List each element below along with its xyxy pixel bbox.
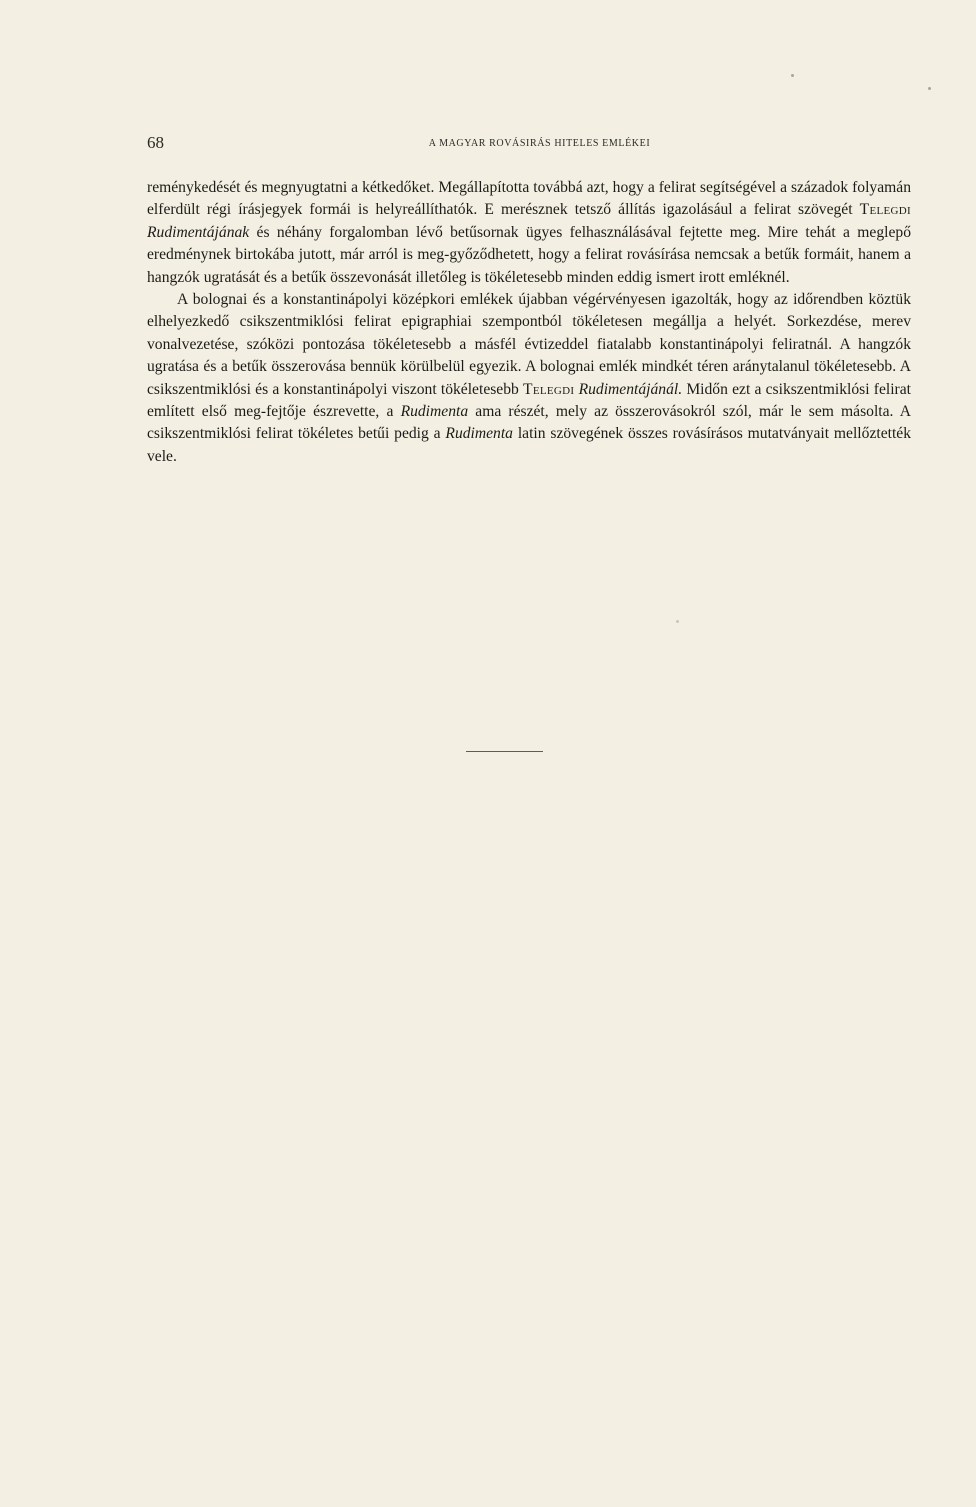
- work-title: Rudimenta: [445, 425, 513, 443]
- text-run: reménykedését és megnyugtatni a kétkedőket. Megállapította továbbá azt, hogy a felirat segítségével a századok folyamán elferdült régi írásjegyek formái is helyreállíthatók. E merésznek tetsző állítás igazolásául a felirat szövegét: [147, 179, 911, 219]
- work-title: Rudimentájának: [147, 223, 250, 241]
- running-title: A MAGYAR ROVÁSIRÁS HITELES EMLÉKEI: [428, 138, 651, 149]
- running-head: [147, 133, 912, 153]
- work-title: Rudimenta: [400, 403, 469, 421]
- text-run: ama részét, mely az összerovásokról szól, már le sem másolta. A csikszentmiklósi felirat tökéletes betűi pedig a: [147, 403, 911, 443]
- paragraph-1: [147, 177, 911, 289]
- author-name: Telegdi: [859, 201, 911, 219]
- text-run: A bolognai és a konstantinápolyi középkori emlékek újabban végérvényesen igazolták, hogy az időrendben köztük elhelyezkedő csikszentmiklósi felirat epigraphiai szempontból tökéletesen megállja a helyét. Sorkezdése, merev vonalvezetése, szóközi pontozása tökéletesebb a másfél évtizeddel fiatalabb konstantinápolyi feliratnál. A hangzók ugratása és a betűk összerovása bennük körülbelül egyezik. A bolognai emlék mindkét téren aránytalanul tökéletesebb. A csikszentmiklósi és a konstantinápolyi viszont tökéletesebb: [147, 291, 911, 398]
- body-text: [147, 177, 911, 468]
- section-end-rule: [466, 751, 543, 752]
- author-name: Telegdi: [523, 380, 575, 398]
- text-run: és néhány forgalomban lévő betűsornak ügyes felhasználásával fejtette meg. Mire tehát a meglepő eredménynek birtokába jutott, már arról is meg-győződhetett, hogy a felirat rovásírása nemcsak a betűk formáit, hanem a hangzók ugratását és a betűk összevonását illetőleg is tökéletesebb minden eddig ismert irott emléknél.: [147, 223, 911, 286]
- paper-speck: [791, 74, 794, 77]
- text-run: latin szövegének összes rovásírásos mutatványait mellőztették vele.: [147, 425, 911, 465]
- paper-speck: [928, 87, 931, 90]
- paragraph-2: [147, 289, 911, 468]
- work-title: Rudimentájánál.: [578, 380, 683, 398]
- paper-speck: [676, 620, 679, 623]
- page-number: 68: [147, 133, 164, 152]
- text-run: Midőn ezt a csikszentmiklósi felirat említett első meg-fejtője észrevette, a: [147, 380, 911, 421]
